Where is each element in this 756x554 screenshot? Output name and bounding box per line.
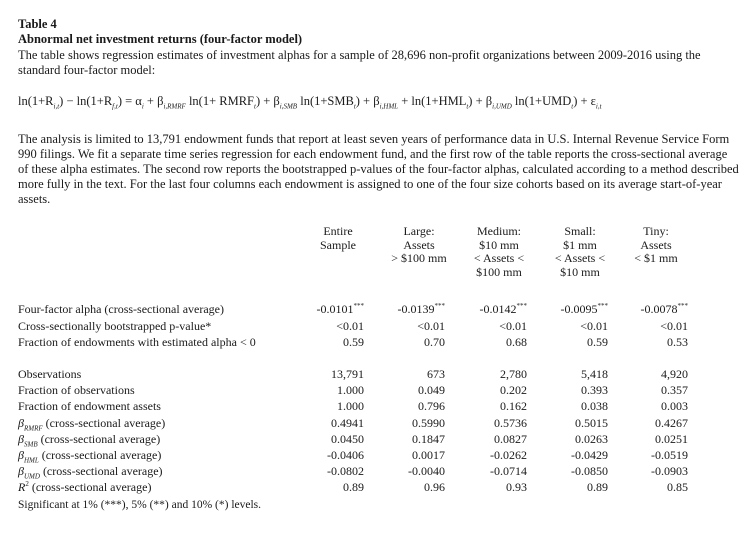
table-cell: -0.0903 bbox=[651, 464, 688, 479]
column-header-line: Medium: bbox=[477, 224, 521, 238]
table-cell: -0.0142*** bbox=[479, 302, 527, 316]
column-header bbox=[616, 225, 696, 279]
table-cell: 673 bbox=[427, 367, 445, 381]
column-header-line: Assets bbox=[403, 237, 435, 252]
table-intro: The table shows regression estimates of investment alphas for a sample of 28,696 non-profit organizations between 2009-2016 using the standard four-factor model: bbox=[18, 48, 701, 77]
table-cell: 5,418 bbox=[581, 367, 608, 381]
column-header-line: $10 mm bbox=[479, 237, 519, 252]
significance-stars: *** bbox=[677, 302, 688, 310]
table-cell: -0.0519 bbox=[651, 448, 688, 462]
table-cell: <0.01 bbox=[336, 318, 364, 333]
table-cell: 0.5015 bbox=[575, 415, 608, 430]
table-cell: -0.0101*** bbox=[316, 302, 364, 316]
table-cell: 0.0251 bbox=[655, 431, 688, 446]
table-cell: -0.0078*** bbox=[640, 302, 688, 316]
column-header-line bbox=[616, 266, 696, 280]
significance-stars: *** bbox=[434, 302, 445, 310]
column-header bbox=[298, 225, 378, 279]
table-cell: 0.1847 bbox=[412, 431, 445, 446]
row-label: Fraction of endowments with estimated alpha < 0 bbox=[18, 335, 256, 349]
row-label: $\beta_{HML}$ (cross-sectional average) bbox=[18, 448, 162, 465]
table-cell: -0.0095*** bbox=[560, 302, 608, 316]
table-row bbox=[18, 398, 738, 414]
column-header bbox=[540, 225, 620, 279]
column-header bbox=[379, 225, 459, 279]
table-row bbox=[18, 415, 738, 431]
column-header-line: $10 mm bbox=[560, 264, 600, 279]
table-cell: -0.0429 bbox=[571, 448, 608, 462]
column-header-line: Small: bbox=[564, 224, 596, 238]
table-cell: 0.68 bbox=[506, 335, 527, 349]
table-cell: 0.85 bbox=[667, 480, 688, 495]
table-cell: 0.0450 bbox=[331, 431, 364, 446]
column-header-line: Sample bbox=[320, 237, 356, 252]
table-cell: 4,920 bbox=[661, 367, 688, 381]
table-cell: 0.89 bbox=[587, 480, 608, 495]
analysis-paragraph: The analysis is limited to 13,791 endowment funds that report at least seven years of performance data in U.S. Internal Revenue Service Form 990 filings. We fit a separate time series regression for each endowment fund, and the first row of the table reports the cross-sectional average of these alpha estimates. The second row reports the bootstrapped p-values of the four-factor alphas, calculated according to a method described more fully in the text. For the last four columns each endowment is assigned to one of the four size cohorts based on its average start-of-year assets. bbox=[18, 132, 739, 206]
table-row bbox=[18, 447, 738, 463]
table-cell: 0.796 bbox=[418, 399, 445, 414]
table-cell: 0.5990 bbox=[412, 415, 445, 430]
column-header-line: Large: bbox=[403, 224, 435, 238]
column-header bbox=[459, 225, 539, 279]
row-label: Fraction of observations bbox=[18, 383, 135, 398]
row-label: $\beta_{RMRF}$ (cross-sectional average) bbox=[18, 415, 166, 432]
table-cell: 0.0263 bbox=[575, 431, 608, 446]
table-cell: 0.049 bbox=[418, 383, 445, 398]
table-cell: 0.202 bbox=[500, 383, 527, 398]
row-label: Cross-sectionally bootstrapped p-value* bbox=[18, 318, 212, 333]
table-cell: 0.59 bbox=[343, 335, 364, 349]
table-row bbox=[18, 479, 738, 495]
table-cell: 13,791 bbox=[331, 367, 364, 381]
column-header-line: < Assets < bbox=[554, 251, 606, 265]
table-row bbox=[18, 463, 738, 479]
table-cell: 0.038 bbox=[581, 399, 608, 414]
table-cell: 0.4941 bbox=[331, 415, 364, 430]
column-header-line bbox=[298, 252, 378, 266]
table-cell: 0.162 bbox=[500, 399, 527, 414]
column-header-line: < $1 mm bbox=[634, 251, 678, 265]
table-row bbox=[18, 431, 738, 447]
significance-stars: *** bbox=[516, 302, 527, 310]
table-cell: 0.0827 bbox=[494, 431, 527, 446]
column-header-line bbox=[379, 266, 459, 280]
table-cell: 1.000 bbox=[337, 399, 364, 414]
table-cell: 0.4267 bbox=[655, 415, 688, 430]
table-cell: <0.01 bbox=[580, 318, 608, 333]
table-title: Abnormal net investment returns (four-factor model) bbox=[18, 32, 303, 46]
significance-stars: *** bbox=[353, 302, 364, 310]
table-cell: 0.003 bbox=[661, 399, 688, 414]
table-cell: -0.0406 bbox=[327, 448, 364, 462]
table-cell: 0.357 bbox=[661, 383, 688, 398]
row-label: $R^2$ (cross-sectional average) bbox=[18, 480, 152, 495]
significance-footnote: Significant at 1% (***), 5% (**) and 10% (*) levels. bbox=[18, 499, 262, 511]
row-label: Observations bbox=[18, 367, 82, 381]
table-number: Table 4 bbox=[18, 17, 57, 31]
column-header-line: < Assets < bbox=[473, 251, 525, 265]
row-label: Fraction of endowment assets bbox=[18, 399, 161, 414]
column-header-line bbox=[298, 266, 378, 280]
table-cell: 0.89 bbox=[343, 480, 364, 495]
table-cell: 0.70 bbox=[424, 335, 445, 349]
row-label: Four-factor alpha (cross-sectional average) bbox=[18, 302, 224, 316]
table-row bbox=[18, 318, 738, 334]
column-header-line: Tiny: bbox=[643, 224, 669, 238]
table-cell: -0.0262 bbox=[490, 448, 527, 462]
table-cell: -0.0714 bbox=[490, 464, 527, 479]
column-header-line: Assets bbox=[640, 237, 672, 252]
table-cell: 0.0017 bbox=[412, 448, 445, 462]
table-cell: 2,780 bbox=[500, 367, 527, 381]
column-header-line: $100 mm bbox=[476, 264, 522, 279]
column-header-line: Entire bbox=[323, 224, 353, 238]
column-header-line: $1 mm bbox=[563, 237, 597, 252]
table-cell: 0.393 bbox=[581, 383, 608, 398]
significance-stars: *** bbox=[597, 302, 608, 310]
table-row bbox=[18, 382, 738, 398]
table-row bbox=[18, 334, 738, 350]
table-cell: -0.0850 bbox=[571, 464, 608, 479]
table-cell: 0.59 bbox=[587, 335, 608, 349]
table-cell: 0.96 bbox=[424, 480, 445, 495]
table-cell: <0.01 bbox=[499, 318, 527, 333]
four-factor-formula: $\ln(1+R_{i,t}) - \ln(1+R_{f,t}) = \alpha_i + \beta_{i,RMRF}$ $\ln(1+ RMRF_t) + \beta_{i,SMB}$ $\ln(1+SMB_t) + \beta_{i,HML} + \ln(1+HML_t) + \beta_{i,UMD}$ $\ln(1+UMD_t) + \varepsilon_{i,t}$ bbox=[18, 94, 602, 111]
table-row bbox=[18, 301, 738, 317]
table-row bbox=[18, 366, 738, 382]
table-cell: -0.0040 bbox=[408, 464, 445, 479]
column-header-line: > $100 mm bbox=[391, 251, 447, 265]
table-cell: 0.93 bbox=[506, 480, 527, 495]
row-label: $\beta_{SMB}$ (cross-sectional average) bbox=[18, 431, 161, 449]
table-cell: -0.0802 bbox=[327, 464, 364, 479]
table-cell: 0.53 bbox=[667, 335, 688, 349]
table-cell: <0.01 bbox=[417, 318, 445, 333]
table-cell: -0.0139*** bbox=[397, 302, 445, 316]
table-cell: 1.000 bbox=[337, 383, 364, 398]
table-cell: 0.5736 bbox=[494, 415, 527, 430]
table-cell: <0.01 bbox=[660, 318, 688, 333]
row-label: $\beta_{UMD}$ (cross-sectional average) bbox=[18, 464, 163, 481]
